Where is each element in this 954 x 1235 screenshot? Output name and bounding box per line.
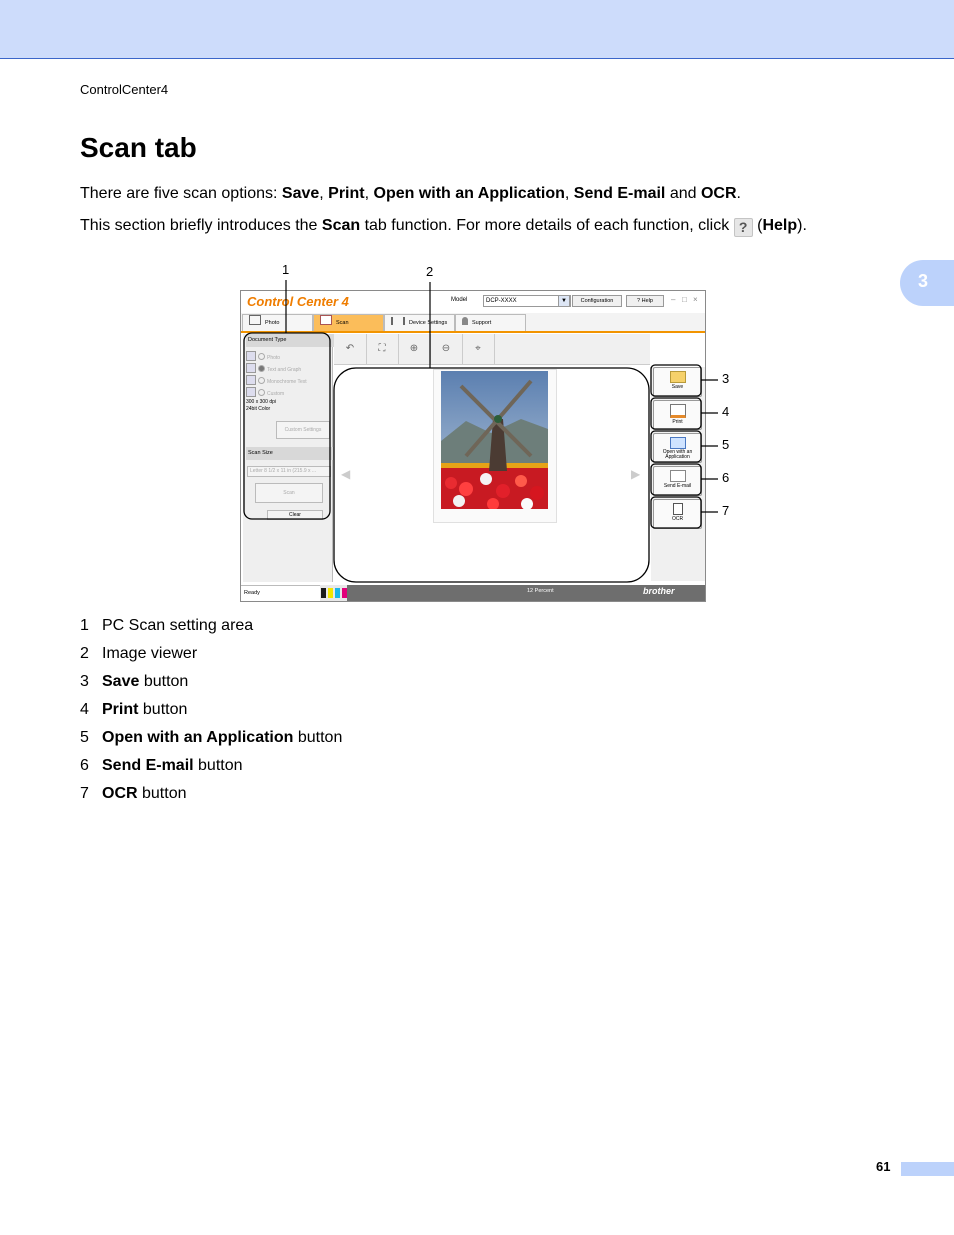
running-head: ControlCenter4 [80,82,169,97]
color-depth-text: 24bit Color [246,406,271,412]
windmill-photo [441,371,548,509]
tab-photo[interactable] [242,314,313,331]
separator: , [364,185,374,202]
legend-item [80,645,197,663]
application-icon [670,437,686,449]
folder-icon [670,371,686,383]
undo-icon[interactable]: ↶ [334,334,367,364]
callout-2: 2 [426,264,434,279]
legend-item [80,785,187,803]
legend-bold: OCR [102,785,138,802]
tab-label: Device Settings [409,320,448,326]
person-icon [462,317,468,325]
separator: , [564,185,574,202]
model-select[interactable]: DCP-XXXX [483,295,571,307]
option-label: Photo [267,355,281,361]
minimize-icon[interactable]: – [671,295,676,304]
tab-support[interactable] [455,314,526,331]
ocr-term: OCR [700,185,737,202]
legend-number: 3 [80,673,89,690]
photo-icon [249,315,261,325]
legend-item [80,617,253,635]
pc-scan-setting-area [243,334,333,582]
custom-thumb-icon [246,387,256,397]
legend-number: 7 [80,785,89,802]
legend-number: 6 [80,757,89,774]
next-arrow-icon[interactable]: ▶ [631,467,641,481]
ocr-button[interactable] [653,499,702,529]
paren-close: ). [797,217,807,234]
brother-logo: brother [643,586,675,596]
scan-term: Scan [321,217,361,234]
radio-icon [258,389,265,396]
monochrome-thumb-icon [246,375,256,385]
option-label: Monochrome Text [267,379,307,385]
ink-black-icon [321,588,326,598]
custom-settings-button[interactable]: Custom Settings [276,421,330,439]
envelope-icon [670,470,686,482]
page-title: Scan tab [80,132,197,163]
photo-thumb-icon [246,351,256,361]
print-button[interactable] [653,400,702,430]
viewer-toolbar [334,334,650,365]
legend-text: button [137,785,187,802]
scanner-icon [320,315,332,325]
previous-arrow-icon[interactable]: ◀ [341,467,351,481]
configuration-button[interactable]: Configuration [572,295,622,307]
period: . [736,185,741,202]
legend-bold: Save [102,673,140,690]
scan-button[interactable]: Scan [255,483,323,503]
callout-6: 6 [722,470,730,485]
open-with-application-button[interactable] [653,433,702,463]
and-text: and [665,185,701,202]
intro-paragraph-1 [80,185,741,203]
tab-label: Support [472,320,492,326]
radio-icon [258,365,265,372]
save-button[interactable] [653,367,702,397]
app-logo: Control Center 4 [247,294,349,309]
footer-bar [901,1162,954,1176]
send-email-term: Send E-mail [573,185,666,202]
legend-item [80,729,342,747]
legend-item [80,701,187,719]
tab-scan[interactable] [313,314,384,331]
document-type-head: Document Type [246,334,334,347]
controlcenter4-screenshot [240,290,706,602]
text-graph-thumb-icon [246,363,256,373]
legend-number: 5 [80,729,89,746]
send-email-button[interactable] [653,466,702,496]
chevron-down-icon[interactable]: ▼ [558,295,570,307]
help-term: Help [762,217,798,234]
scan-size-head: Scan Size [246,447,334,460]
ink-yellow-icon [328,588,333,598]
chapter-number: 3 [918,271,929,291]
help-icon: ? [734,218,753,237]
intro-paragraph-2 [80,217,807,237]
legend-item [80,673,188,691]
maximize-icon[interactable]: □ [682,295,687,304]
help-icon: ? [637,298,642,304]
save-term: Save [281,185,320,202]
legend-item [80,757,243,775]
legend-text: Image viewer [102,645,198,662]
option-label: Text and Graph [267,367,302,373]
zoom-in-icon[interactable]: ⊕ [398,334,431,364]
document-type-monochrome[interactable] [246,375,307,385]
legend-text: PC Scan setting area [102,617,254,634]
tab-label: Scan [336,320,349,326]
paren-open: ( [752,217,763,234]
legend-number: 2 [80,645,89,662]
legend-text: button [293,729,343,746]
clear-button[interactable]: Clear [267,510,323,520]
legend-bold: Print [102,701,139,718]
printer-icon [670,404,686,418]
status-text: Ready [241,585,320,602]
header-band [0,0,954,59]
open-app-label: Open with an Application [662,449,693,460]
separator: , [319,185,329,202]
document-type-photo[interactable] [246,351,280,361]
ocr-icon [673,503,683,515]
help-button[interactable] [626,295,664,307]
scan-size-select[interactable]: Letter 8 1/2 x 11 in (215.9 x ... [247,466,331,477]
callout-7: 7 [722,503,730,518]
save-label: Save [671,384,684,390]
legend-text: button [193,757,243,774]
legend-number: 4 [80,701,89,718]
legend-bold: Open with an Application [102,729,294,746]
close-icon[interactable]: × [693,295,698,304]
open-app-term: Open with an Application [373,185,565,202]
send-email-label: Send E-mail [663,483,692,489]
legend-text: button [138,701,188,718]
radio-icon [258,377,265,384]
resolution-text: 300 x 300 dpi [246,399,277,405]
callout-5: 5 [722,437,730,452]
print-term: Print [328,185,365,202]
tab-label: Photo [265,320,280,326]
zoom-out-icon[interactable]: ⊖ [430,334,463,364]
page-number: 61 [876,1159,891,1174]
tab-device-settings[interactable] [384,314,455,331]
callout-1: 1 [282,262,290,277]
radio-icon [258,353,265,360]
zoom-percent: 12 Percent [527,588,554,594]
document-type-text-graph[interactable] [246,363,301,373]
fit-to-window-icon[interactable]: ⛶ [366,334,399,364]
intro-text: tab function. For more details of each function, click [360,217,734,234]
callout-3: 3 [722,371,730,386]
legend-text: button [139,673,189,690]
tools-icon [391,317,405,325]
ink-cyan-icon [335,588,340,598]
scanned-photo[interactable] [441,371,548,509]
intro-text: There are five scan options: [80,185,282,202]
model-label: Model [451,297,468,303]
option-label: Custom [267,391,285,397]
document-type-custom[interactable] [246,387,284,397]
crop-icon[interactable]: ⌖ [462,334,495,364]
callout-4: 4 [722,404,730,419]
intro-text: This section briefly introduces the [80,217,322,234]
legend-bold: Send E-mail [102,757,194,774]
ocr-label: OCR [671,516,684,522]
help-button-label: Help [641,298,653,304]
print-label: Print [672,419,683,425]
legend-number: 1 [80,617,89,634]
